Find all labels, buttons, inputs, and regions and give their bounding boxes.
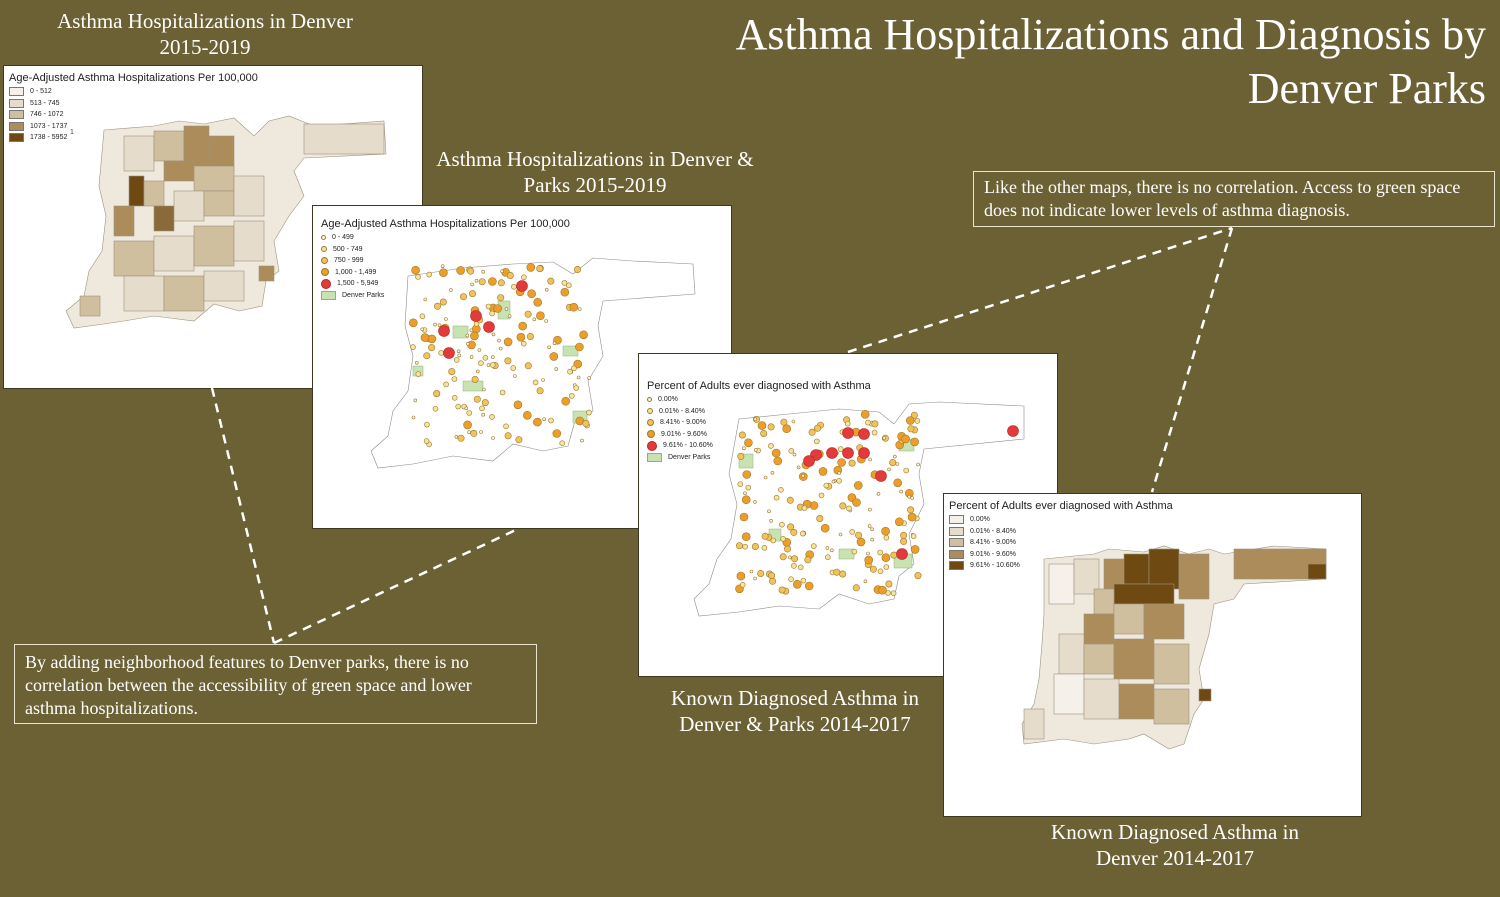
map-dot (878, 550, 883, 555)
map-dot (758, 570, 764, 576)
map-dot (838, 472, 841, 475)
map-dot (891, 552, 897, 558)
map-dot (911, 545, 919, 553)
map-dot (868, 508, 871, 511)
map-dot (452, 377, 457, 382)
map-dot (754, 500, 757, 503)
map-dot (411, 345, 416, 350)
map-dot (882, 554, 890, 562)
map-dot (560, 441, 565, 446)
map-dot (491, 356, 494, 359)
map-dot (834, 569, 840, 575)
map-dot (743, 471, 751, 479)
map-dot (895, 518, 903, 526)
map-dot (855, 532, 861, 538)
map-dot (553, 342, 556, 345)
map-dot (886, 581, 892, 587)
legend-item: 1,000 - 1,499 (321, 267, 570, 279)
map-dot (537, 388, 543, 394)
map-dot (837, 478, 842, 483)
map-dot (768, 510, 771, 513)
map-dot (915, 572, 921, 578)
map-dot (891, 591, 896, 596)
map-dot (911, 438, 919, 446)
map-dot (798, 565, 803, 570)
map-dot (791, 556, 797, 562)
map-dot (743, 544, 748, 549)
map-dot (525, 311, 531, 317)
map-dot (525, 363, 531, 369)
caption-hospitalizations-parks: Asthma Hospitalizations in Denver & Parks 2015-2019 (436, 147, 754, 197)
map-dot (517, 333, 525, 341)
map-dot (478, 361, 483, 366)
map-dot (791, 563, 796, 568)
map-dot (853, 499, 861, 507)
map-dot (771, 538, 776, 543)
map-dot (746, 485, 751, 490)
map-dot (455, 435, 458, 438)
map-dot (821, 524, 829, 532)
map-dot (797, 466, 800, 469)
map-dot (781, 536, 786, 541)
map-dot (545, 320, 548, 323)
caption-diagnosed-parks: Known Diagnosed Asthma in Denver & Parks 2014-2017 (671, 686, 919, 736)
map-dot (424, 439, 429, 444)
map-dot (421, 334, 429, 342)
map-dot (908, 513, 916, 521)
map-dot (578, 308, 581, 311)
map-dot (908, 426, 914, 432)
map-dot (468, 431, 471, 434)
map-dot (527, 333, 533, 339)
map-dot (867, 552, 870, 555)
map-dot (819, 467, 827, 475)
map-dot (868, 525, 871, 528)
map-dot (902, 435, 910, 443)
map-dot (900, 532, 906, 538)
map-dot (805, 582, 813, 590)
map-dot (908, 495, 911, 498)
caption-diagnosed: Known Diagnosed Asthma in Denver 2014-2017 (1051, 820, 1299, 870)
map-dot (896, 463, 899, 466)
map-dot (454, 357, 459, 362)
map-dot (879, 586, 887, 594)
legend-diagnosed (949, 500, 1173, 572)
map-dot (533, 318, 536, 321)
note-left: By adding neighborhood features to Denver parks, there is no correlation between the accessibility of green space and lower asthma hospitalizations. (14, 644, 537, 724)
map-dot (505, 358, 511, 364)
map-dot (490, 311, 495, 316)
map-dot (434, 390, 440, 396)
map-dot (514, 401, 522, 409)
map-dot (500, 390, 505, 395)
map-dot (486, 304, 491, 309)
map-dot (483, 355, 488, 360)
map-dot (581, 439, 584, 442)
map-dot (883, 436, 886, 439)
map-dot (911, 534, 916, 539)
legend-item: 9.61% - 10.60% (949, 560, 1173, 572)
map-dot (521, 341, 526, 346)
map-dot (832, 480, 835, 483)
map-dot (472, 376, 478, 382)
map-dot (882, 527, 890, 535)
map-dot (505, 433, 511, 439)
legend-item: 9.01% - 9.60% (949, 549, 1173, 561)
map-dot (580, 331, 588, 339)
legend-item: 513 - 745 (9, 98, 258, 110)
map-dot (494, 305, 502, 313)
map-dot (458, 435, 464, 441)
map-dot (872, 430, 877, 435)
legend-item: 9.61% - 10.60% (647, 440, 871, 452)
map-dot (548, 346, 551, 349)
legend-item: 750 - 999 (321, 255, 570, 267)
map-dot (569, 393, 574, 398)
map-dot-high (484, 322, 495, 333)
map-dot (911, 497, 914, 500)
legend-item: 8.41% - 9.00% (949, 537, 1173, 549)
map-dot (764, 476, 767, 479)
map-dot (471, 430, 477, 436)
map-dot-high (471, 311, 482, 322)
map-dot (452, 395, 457, 400)
map-dot (742, 496, 750, 504)
map-dot (853, 585, 859, 591)
map-dot (811, 544, 816, 549)
map-dot (476, 370, 479, 373)
legend-item: 746 - 1072 (9, 109, 258, 121)
legend-item: 500 - 749 (321, 244, 570, 256)
legend-diagnosed-parks (647, 380, 871, 463)
map-dot (466, 342, 469, 345)
map-dot (771, 471, 774, 474)
map-dot (754, 577, 757, 580)
map-dot (900, 538, 906, 544)
map-dot (768, 572, 774, 578)
map-dot (801, 578, 806, 583)
map-dot (415, 361, 418, 364)
map-dot (840, 571, 846, 577)
map-dot (416, 372, 421, 377)
map-dot (826, 546, 829, 549)
map-dot (884, 565, 889, 570)
map-dot (456, 404, 461, 409)
map-dot (888, 468, 891, 471)
map-dot (854, 481, 862, 489)
connector-left-map1 (212, 388, 274, 643)
map-dot (480, 431, 483, 434)
map-dot (779, 522, 784, 527)
map-dot (893, 455, 896, 458)
map-dot (492, 437, 495, 440)
tract-polygons (1022, 546, 1326, 749)
map-dot (444, 382, 449, 387)
map-dot (543, 418, 546, 421)
map-dot (824, 483, 829, 488)
map-dot (516, 437, 522, 443)
legend-hospitalizations (9, 72, 258, 144)
caption-hospitalizations: Asthma Hospitalizations in Denver 2015-2019 (57, 9, 353, 59)
map-dot (752, 543, 758, 549)
map-dot (737, 572, 745, 580)
map-dot-high (444, 348, 455, 359)
legend-item: 8.41% - 9.00% (647, 417, 871, 429)
map-dot (409, 319, 417, 327)
map-dot (810, 502, 818, 510)
map-dot (802, 506, 807, 511)
legend-title: Percent of Adults ever diagnosed with Asthma (949, 500, 1173, 512)
map-dot (575, 343, 583, 351)
map-dot (857, 538, 865, 546)
map-dot (740, 582, 745, 587)
map-dot (864, 580, 867, 583)
map-dot (770, 519, 773, 522)
map-dot (894, 479, 902, 487)
map-dot (588, 377, 591, 380)
map-dot (788, 556, 791, 559)
map-dot (466, 334, 469, 337)
map-dot (424, 353, 430, 359)
legend-item: 0 - 499 (321, 232, 570, 244)
map-dot (504, 338, 512, 346)
map-dot (458, 354, 461, 357)
map-dot (428, 344, 434, 350)
map-dot (467, 411, 472, 416)
map-dot (787, 497, 793, 503)
map-dot (884, 535, 889, 540)
map-dot (553, 430, 561, 438)
map-dot (444, 318, 447, 321)
map-dot (420, 314, 425, 319)
map-dot (769, 578, 775, 584)
map-dot (490, 362, 495, 367)
map-dot (480, 406, 485, 411)
map-dot (871, 528, 874, 531)
map-dot (533, 418, 541, 426)
map-dot (421, 328, 424, 331)
legend-item: 0 - 512 (9, 86, 258, 98)
map-dot (487, 364, 490, 367)
map-dot (574, 266, 580, 272)
map-dot (750, 570, 753, 573)
map-dot (505, 308, 508, 311)
map-dot (830, 549, 833, 552)
legend-title: Age-Adjusted Asthma Hospitalizations Per 100,000 (9, 72, 258, 84)
map-dot (839, 533, 842, 536)
map-dot (508, 315, 511, 318)
map-dot (457, 350, 460, 353)
connector-left-map2 (274, 528, 520, 643)
map-dot (870, 566, 876, 572)
map-dot (574, 386, 579, 391)
legend-item: 0.00% (647, 394, 871, 406)
map-dot (555, 368, 558, 371)
legend-hospitalizations-parks (321, 218, 570, 301)
map-dot (890, 459, 896, 465)
map-dot (492, 333, 495, 336)
map-dot (742, 533, 750, 541)
map-dot (513, 375, 516, 378)
map-dot-high (897, 549, 908, 560)
map-dot (498, 339, 501, 342)
legend-title: Age-Adjusted Asthma Hospitalizations Per 100,000 (321, 218, 570, 230)
map-dot (570, 303, 578, 311)
legend-item: Denver Parks (321, 290, 570, 302)
map-dot (434, 303, 440, 309)
map-dot (439, 350, 444, 355)
map-dot (784, 546, 790, 552)
map-dot (865, 556, 873, 564)
legend-item: 9.01% - 9.60% (647, 429, 871, 441)
legend-item: 1738 - 5952 (9, 132, 258, 144)
map-dot (482, 388, 485, 391)
map-dot (465, 407, 468, 410)
legend-title: Percent of Adults ever diagnosed with Asthma (647, 380, 871, 392)
map-dot (504, 424, 509, 429)
map-dot (583, 420, 589, 426)
map-dot (511, 366, 516, 371)
map-dot (414, 399, 417, 402)
map-dot (550, 352, 558, 360)
map-dot (571, 366, 576, 371)
legend-item: 0.00% (949, 514, 1173, 526)
map-dot (744, 492, 747, 495)
map-dot (793, 580, 801, 588)
map-dot (802, 474, 805, 477)
map-diagnosed[interactable] (943, 493, 1362, 817)
map-dot (780, 554, 786, 560)
map-dot (470, 355, 473, 358)
map-dot (819, 493, 824, 498)
map-dot (736, 543, 742, 549)
map-dot-high (439, 326, 450, 337)
map-dot (490, 414, 495, 419)
map-dot (762, 545, 767, 550)
map-dot (542, 379, 545, 382)
map-dot (778, 487, 783, 492)
stray-label: 1 (70, 129, 74, 136)
map-dot (877, 492, 880, 495)
connector-right-map4 (1152, 228, 1232, 492)
map-dot (900, 490, 903, 493)
map-dot (424, 422, 429, 427)
map-dot (482, 413, 485, 416)
map-dot (523, 411, 531, 419)
map-dot (805, 557, 811, 563)
map-dot (738, 482, 743, 487)
map-dot (474, 396, 480, 402)
note-right: Like the other maps, there is no correlation. Access to green space does not indicate lower levels of asthma diagnosis. (973, 171, 1495, 227)
map-dot (906, 417, 914, 425)
map-dot (533, 380, 538, 385)
map-dot (470, 329, 473, 332)
map-dot (740, 513, 748, 521)
map-dot (762, 533, 768, 539)
connector-right-map3 (848, 228, 1232, 352)
map-dot (434, 323, 437, 326)
map-dot (915, 418, 920, 423)
map-dot (779, 587, 785, 593)
map-dot (872, 421, 878, 427)
map-dot (774, 495, 779, 500)
map-dot (433, 406, 438, 411)
map-dot (499, 347, 502, 350)
map-dot (846, 506, 851, 511)
map-dot (549, 418, 554, 423)
map-dot (577, 376, 580, 379)
map-dot (428, 335, 436, 343)
map-dot (586, 410, 591, 415)
map-dot (519, 322, 527, 330)
map-dot (800, 531, 805, 536)
map-dot (470, 332, 478, 340)
map-dot-high (876, 471, 887, 482)
map-dot (878, 569, 883, 574)
map-dot (907, 507, 913, 513)
legend-item: Denver Parks (647, 452, 871, 464)
map-dot (825, 555, 830, 560)
map-dot (438, 324, 441, 327)
map-dot (464, 421, 472, 429)
page-title: Asthma Hospitalizations and Diagnosis by Denver Parks (735, 10, 1486, 113)
legend-item: 0.01% - 8.40% (949, 526, 1173, 538)
map-dot (850, 529, 855, 534)
map-dot (917, 463, 920, 466)
map-dot (562, 397, 570, 405)
map-dot (449, 368, 455, 374)
legend-item: 1073 - 1737 (9, 121, 258, 133)
legend-item: 1,500 - 5,949 (321, 278, 570, 290)
map-dot (412, 416, 415, 419)
map-dot (789, 577, 794, 582)
map-dot (904, 468, 909, 473)
map-dot (787, 524, 793, 530)
legend-item: 0.01% - 8.40% (647, 406, 871, 418)
map-dot (478, 349, 481, 352)
map-dot (482, 399, 488, 405)
map-dot-high (1008, 426, 1019, 437)
map-dot (871, 538, 874, 541)
map-dot (852, 549, 857, 554)
map-dot (840, 503, 846, 509)
map-dot (536, 312, 544, 320)
map-dot (817, 515, 823, 521)
